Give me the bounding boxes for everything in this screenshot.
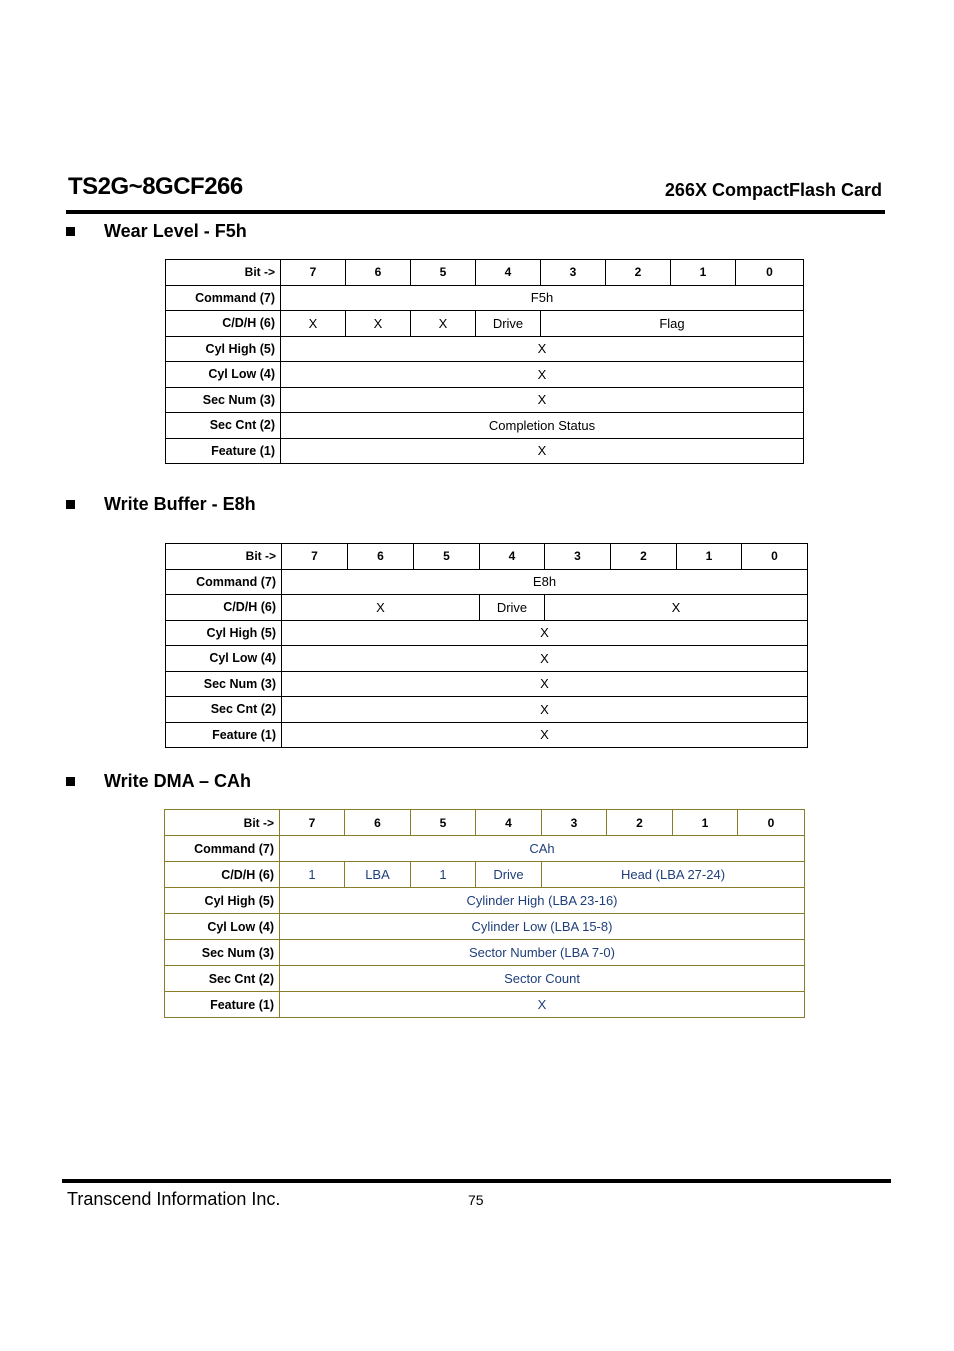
row-value: Cylinder High (LBA 23-16) [280, 888, 805, 914]
row-value: F5h [281, 285, 804, 311]
row-label: Sec Num (3) [165, 940, 280, 966]
cdh-bit-5: X [411, 311, 476, 337]
register-table-wear-level [165, 259, 804, 464]
bit-5: 5 [411, 810, 476, 836]
row-value: CAh [280, 836, 805, 862]
bit-0: 0 [738, 810, 805, 836]
document-title: TS2G~8GCF266 [68, 173, 243, 200]
bit-4: 4 [476, 260, 541, 286]
cdh-bit-4: Drive [476, 862, 542, 888]
table-row-sec-cnt [166, 413, 804, 439]
table-row-cyl-low [166, 362, 804, 388]
bit-2: 2 [607, 810, 673, 836]
table-row-sec-cnt [166, 697, 808, 723]
row-label: Cyl High (5) [165, 888, 280, 914]
table-row-command [166, 569, 808, 595]
row-value: X [282, 646, 808, 672]
table-row-cdh [165, 862, 805, 888]
row-value: X [282, 722, 808, 748]
bit-1: 1 [673, 810, 738, 836]
bit-5: 5 [411, 260, 476, 286]
table-row-sec-num [166, 671, 808, 697]
table-row-feature [166, 722, 808, 748]
bits-label: Bit -> [166, 260, 281, 286]
row-value: X [281, 387, 804, 413]
cdh-bit-5: 1 [411, 862, 476, 888]
row-label: Feature (1) [166, 722, 282, 748]
table-row-command [166, 285, 804, 311]
row-value: Completion Status [281, 413, 804, 439]
row-value: X [282, 671, 808, 697]
bit-3: 3 [542, 810, 607, 836]
table-row-bits [165, 810, 805, 836]
row-label: Sec Cnt (2) [165, 966, 280, 992]
row-value: X [281, 438, 804, 464]
row-label: Feature (1) [165, 992, 280, 1018]
row-label: Command (7) [166, 569, 282, 595]
row-label: Cyl Low (4) [166, 646, 282, 672]
row-label: Sec Cnt (2) [166, 697, 282, 723]
row-value: Sector Number (LBA 7-0) [280, 940, 805, 966]
bit-7: 7 [280, 810, 345, 836]
row-value: X [280, 992, 805, 1018]
row-label: Command (7) [166, 285, 281, 311]
row-label: Cyl Low (4) [165, 914, 280, 940]
bit-0: 0 [736, 260, 804, 286]
section-heading-text: Write Buffer - E8h [104, 494, 256, 514]
table-row-sec-cnt [165, 966, 805, 992]
row-value: Sector Count [280, 966, 805, 992]
cdh-bit-7: 1 [280, 862, 345, 888]
bit-7: 7 [281, 260, 346, 286]
bit-1: 1 [677, 544, 742, 570]
row-label: Cyl High (5) [166, 336, 281, 362]
table-row-sec-num [166, 387, 804, 413]
cdh-bit-6: X [346, 311, 411, 337]
table-row-feature [166, 438, 804, 464]
cdh-bit-7: X [281, 311, 346, 337]
cdh-bit-6: LBA [345, 862, 411, 888]
bit-4: 4 [480, 544, 545, 570]
table-row-cyl-high [166, 620, 808, 646]
cdh-bits-3-0: X [545, 595, 808, 621]
row-label: C/D/H (6) [166, 595, 282, 621]
table-row-bits [166, 260, 804, 286]
register-table-write-buffer [165, 543, 808, 748]
square-bullet-icon [66, 777, 75, 786]
bit-6: 6 [346, 260, 411, 286]
table-row-cdh [166, 595, 808, 621]
bit-5: 5 [414, 544, 480, 570]
bits-label: Bit -> [166, 544, 282, 570]
cdh-bits-7-5: X [282, 595, 480, 621]
row-value: E8h [282, 569, 808, 595]
footer-divider [62, 1179, 891, 1183]
row-label: Cyl Low (4) [166, 362, 281, 388]
row-value: X [281, 362, 804, 388]
square-bullet-icon [66, 227, 75, 236]
bit-7: 7 [282, 544, 348, 570]
row-label: Sec Cnt (2) [166, 413, 281, 439]
table-row-cyl-low [165, 914, 805, 940]
footer-company: Transcend Information Inc. [67, 1189, 281, 1209]
table-row-sec-num [165, 940, 805, 966]
bit-6: 6 [345, 810, 411, 836]
row-label: Command (7) [165, 836, 280, 862]
bit-0: 0 [742, 544, 808, 570]
row-value: Cylinder Low (LBA 15-8) [280, 914, 805, 940]
table-row-cyl-high [166, 336, 804, 362]
row-value: X [282, 620, 808, 646]
bits-label: Bit -> [165, 810, 280, 836]
cdh-bit-4: Drive [480, 595, 545, 621]
bit-6: 6 [348, 544, 414, 570]
section-heading-write-dma [66, 771, 251, 792]
row-label: C/D/H (6) [166, 311, 281, 337]
cdh-bits-3-0: Head (LBA 27-24) [542, 862, 805, 888]
table-row-command [165, 836, 805, 862]
cdh-bit-4: Drive [476, 311, 541, 337]
table-row-cyl-high [165, 888, 805, 914]
bit-1: 1 [671, 260, 736, 286]
row-label: Cyl High (5) [166, 620, 282, 646]
table-row-bits [166, 544, 808, 570]
header-divider [66, 210, 885, 214]
bit-4: 4 [476, 810, 542, 836]
document-subtitle: 266X CompactFlash Card [664, 180, 882, 200]
section-heading-text: Wear Level - F5h [104, 221, 247, 241]
table-row-cyl-low [166, 646, 808, 672]
page-number: 75 [468, 1192, 484, 1208]
section-heading-wear-level [66, 221, 247, 242]
bit-3: 3 [541, 260, 606, 286]
bit-2: 2 [606, 260, 671, 286]
row-value: X [281, 336, 804, 362]
section-heading-write-buffer [66, 494, 256, 515]
bit-2: 2 [611, 544, 677, 570]
bit-3: 3 [545, 544, 611, 570]
cdh-bits-3-0: Flag [541, 311, 804, 337]
square-bullet-icon [66, 500, 75, 509]
table-row-cdh [166, 311, 804, 337]
row-label: C/D/H (6) [165, 862, 280, 888]
row-label: Feature (1) [166, 438, 281, 464]
row-value: X [282, 697, 808, 723]
table-row-feature [165, 992, 805, 1018]
register-table-write-dma [164, 809, 805, 1018]
section-heading-text: Write DMA – CAh [104, 771, 252, 791]
row-label: Sec Num (3) [166, 671, 282, 697]
row-label: Sec Num (3) [166, 387, 281, 413]
